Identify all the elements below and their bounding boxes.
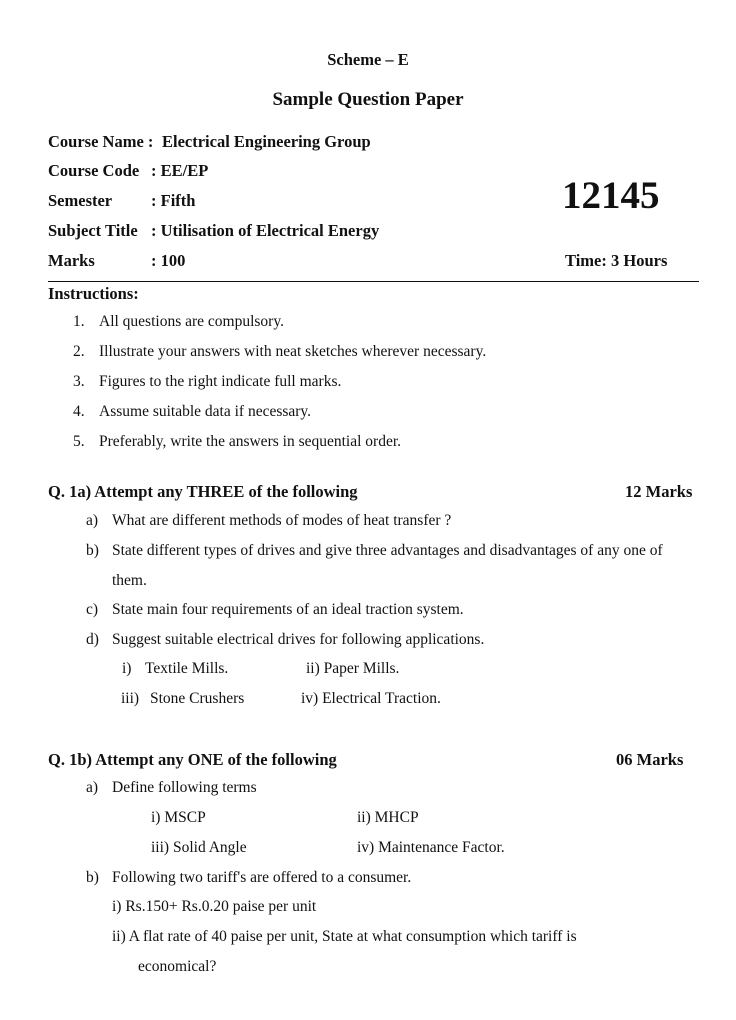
tariff-item: i) Rs.150+ Rs.0.20 paise per unit bbox=[112, 898, 317, 915]
application-number: i) bbox=[122, 660, 132, 677]
time-label: Time: 3 Hours bbox=[565, 251, 668, 270]
term-item: i) MSCP bbox=[151, 809, 206, 826]
instruction-number: 1. bbox=[73, 313, 85, 330]
semester-value: : Fifth bbox=[151, 191, 196, 210]
subject-title-value: : Utilisation of Electrical Energy bbox=[151, 221, 380, 240]
part-label: a) bbox=[86, 779, 99, 796]
part-label: a) bbox=[86, 512, 99, 529]
tariff-continuation: economical? bbox=[138, 958, 217, 975]
part-text: State different types of drives and give three advantages and disadvantages of any one of bbox=[112, 542, 663, 559]
question-1a-title: Q. 1a) Attempt any THREE of the following bbox=[48, 482, 358, 501]
part-text: State main four requirements of an ideal traction system. bbox=[112, 601, 464, 618]
instruction-number: 4. bbox=[73, 403, 85, 420]
part-label: c) bbox=[86, 601, 99, 618]
instruction-text: Illustrate your answers with neat sketches wherever necessary. bbox=[99, 343, 487, 360]
instruction-text: All questions are compulsory. bbox=[99, 313, 284, 330]
course-name-value: Electrical Engineering Group bbox=[162, 132, 371, 151]
marks-label: Marks bbox=[48, 251, 95, 270]
part-label: b) bbox=[86, 869, 99, 886]
term-item: iii) Solid Angle bbox=[151, 839, 247, 856]
application-number: iii) bbox=[121, 690, 140, 707]
scheme-label: Scheme – E bbox=[327, 50, 409, 69]
instruction-number: 5. bbox=[73, 433, 85, 450]
instruction-text: Assume suitable data if necessary. bbox=[99, 403, 312, 420]
course-code-value: : EE/EP bbox=[151, 161, 209, 180]
part-label: b) bbox=[86, 542, 99, 559]
application-item: iv) Electrical Traction. bbox=[301, 690, 441, 707]
marks-value: : 100 bbox=[151, 251, 186, 270]
part-text: Define following terms bbox=[112, 779, 257, 796]
tariff-item: ii) A flat rate of 40 paise per unit, State at what consumption which tariff is bbox=[112, 928, 577, 945]
application-item: Textile Mills. bbox=[145, 660, 229, 677]
question-1a-marks: 12 Marks bbox=[625, 482, 693, 501]
instruction-number: 2. bbox=[73, 343, 85, 360]
instruction-text: Figures to the right indicate full marks. bbox=[99, 373, 342, 390]
question-1b-title: Q. 1b) Attempt any ONE of the following bbox=[48, 750, 337, 769]
term-item: iv) Maintenance Factor. bbox=[357, 839, 505, 856]
question-1b-marks: 06 Marks bbox=[616, 750, 684, 769]
instruction-number: 3. bbox=[73, 373, 85, 390]
subject-title-label: Subject Title bbox=[48, 221, 138, 240]
part-label: d) bbox=[86, 631, 99, 648]
page-title: Sample Question Paper bbox=[272, 89, 464, 110]
application-item: Stone Crushers bbox=[150, 690, 245, 707]
course-name-label: Course Name : bbox=[48, 132, 154, 151]
header-divider bbox=[48, 281, 699, 282]
part-text: What are different methods of modes of heat transfer ? bbox=[112, 512, 452, 529]
application-item: ii) Paper Mills. bbox=[306, 660, 400, 677]
term-item: ii) MHCP bbox=[357, 809, 419, 826]
semester-label: Semester bbox=[48, 191, 113, 210]
instruction-text: Preferably, write the answers in sequential order. bbox=[99, 433, 402, 450]
part-text: Following two tariff's are offered to a consumer. bbox=[112, 869, 412, 886]
part-text: Suggest suitable electrical drives for following applications. bbox=[112, 631, 485, 648]
paper-code: 12145 bbox=[562, 174, 660, 217]
instructions-heading: Instructions: bbox=[48, 284, 139, 303]
course-code-label: Course Code bbox=[48, 161, 140, 180]
part-text-continuation: them. bbox=[112, 572, 147, 589]
